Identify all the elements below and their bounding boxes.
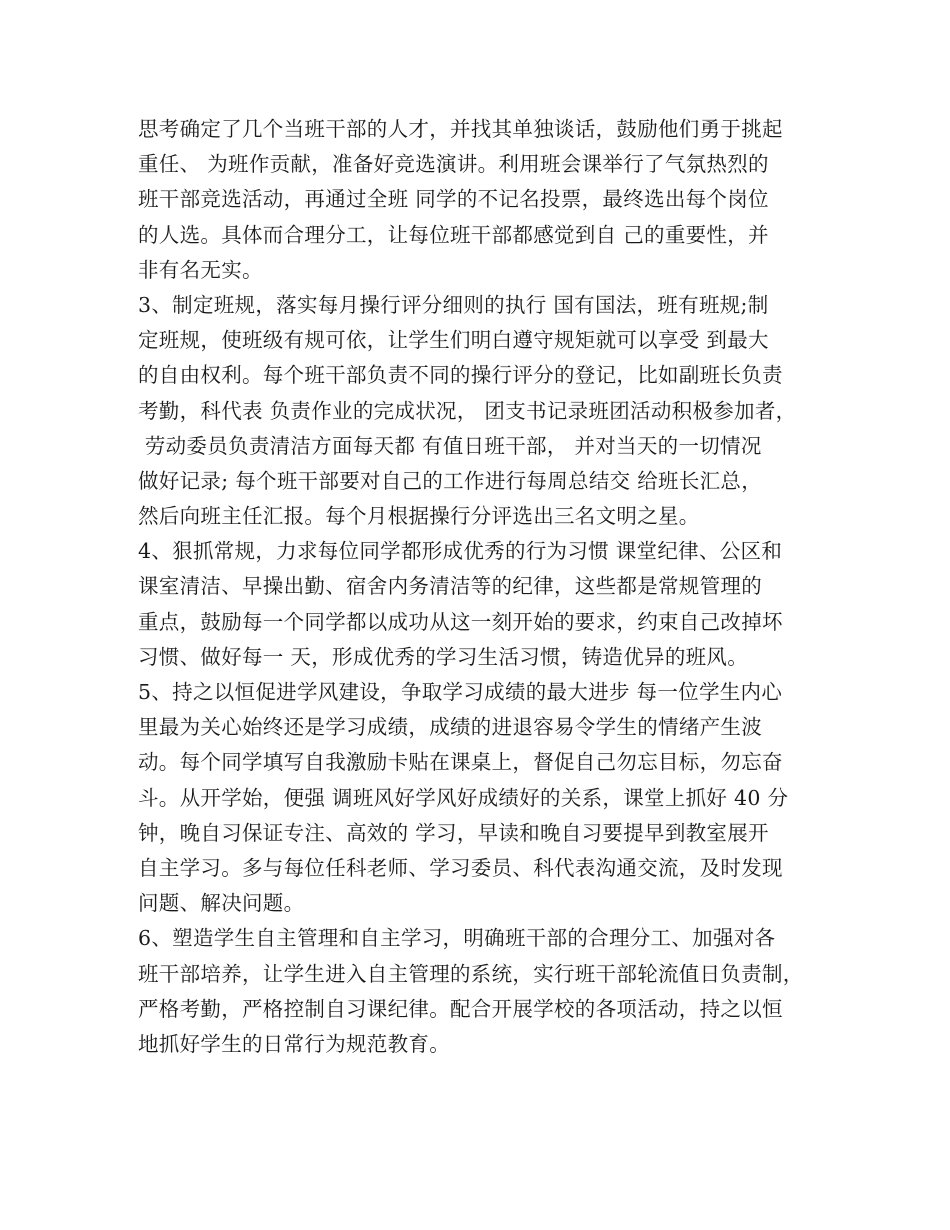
text-line: 然后向班主任汇报。每个月根据操行分评选出三名文明之星。 bbox=[138, 504, 700, 529]
text-line: 6、塑造学生自主管理和自主学习，明确班干部的合理分工、加强对各 bbox=[138, 926, 776, 951]
text-line: 斗。从开学始，便强 调班风好学风好成绩好的关系，课堂上抓好 40 分 bbox=[138, 785, 789, 810]
text-line: 考勤，科代表 负责作业的完成状况， 团支书记录班团活动积极参加者， bbox=[138, 398, 797, 423]
text-line: 定班规，使班级有规可依，让学生们明白遵守规矩就可以享受 到最大 bbox=[138, 328, 769, 353]
text-line: 里最为关心始终还是学习成绩，成绩的进退容易令学生的情绪产生波 bbox=[138, 715, 762, 740]
text-line: 问题、解决问题。 bbox=[138, 891, 305, 916]
text-line: 的自由权利。每个班干部负责不同的操行评分的登记，比如副班长负责 bbox=[138, 363, 783, 388]
text-line: 做好记录; 每个班干部要对自己的工作进行每周总结交 给班长汇总， bbox=[138, 468, 763, 493]
text-line: 地抓好学生的日常行为规范教育。 bbox=[138, 1031, 450, 1056]
text-line: 的人选。具体而合理分工，让每位班干部都感觉到自 己的重要性，并 bbox=[138, 222, 769, 247]
text-line: 4、狠抓常规，力求每位同学都形成优秀的行为习惯 课堂纪律、公区和 bbox=[138, 539, 783, 564]
text-line: 班干部竞选活动，再通过全班 同学的不记名投票，最终选出每个岗位 bbox=[138, 187, 769, 212]
text-line: 重点，鼓励每一个同学都以成功从这一刻开始的要求，约束自己改掉坏 bbox=[138, 609, 783, 634]
text-line: 5、持之以恒促进学风建设，争取学习成绩的最大进步 每一位学生内心 bbox=[138, 680, 783, 704]
text-line: 班干部培养，让学生进入自主管理的系统，实行班干部轮流值日负责制， bbox=[138, 961, 804, 986]
text-line: 自主学习。多与每位任科老师、学习委员、科代表沟通交流，及时发现 bbox=[138, 855, 783, 880]
text-line: 钟，晚自习保证专注、高效的 学习，早读和晚自习要提早到教室展开 bbox=[138, 820, 769, 845]
text-line: 思考确定了几个当班干部的人才，并找其单独谈话，鼓励他们勇于挑起 bbox=[138, 117, 783, 141]
text-line: 动。每个同学填写自我激励卡贴在课桌上，督促自己勿忘目标，勿忘奋 bbox=[138, 750, 783, 775]
body-text bbox=[138, 112, 820, 1062]
text-line: 严格考勤，严格控制自习课纪律。配合开展学校的各项活动，持之以恒 bbox=[138, 996, 783, 1021]
text-line: 3、制定班规，落实每月操行评分细则的执行 国有国法，班有班规;制 bbox=[138, 292, 769, 317]
text-line: 非有名无实。 bbox=[138, 257, 263, 282]
text-line: 课室清洁、早操出勤、宿舍内务清洁等的纪律，这些都是常规管理的 bbox=[138, 574, 762, 599]
text-line: 重任、 为班作贡献，准备好竞选演讲。利用班会课举行了气氛热烈的 bbox=[138, 152, 769, 177]
text-line: 习惯、做好每一 天，形成优秀的学习生活习惯，铸造优异的班风。 bbox=[138, 644, 749, 669]
text-line: 劳动委员负责清洁方面每天都 有值日班干部， 并对当天的一切情况 bbox=[138, 433, 762, 458]
